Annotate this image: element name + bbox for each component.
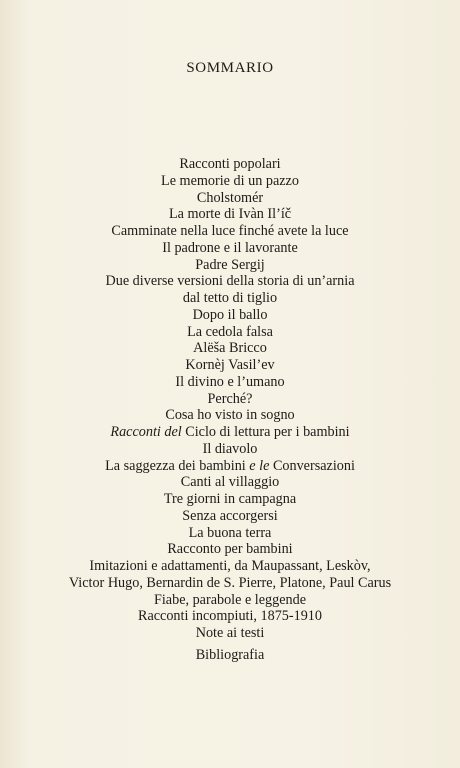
toc-entry: Canti al villaggio: [180, 474, 280, 491]
toc-entry-text: La saggezza dei bambini: [105, 457, 250, 474]
appendix-entry: Note ai testi: [195, 625, 265, 641]
toc-entry: Victor Hugo, Bernardin de S. Pierre, Platone, Paul Carus: [68, 574, 392, 591]
toc-entry: [0, 458, 460, 475]
toc-entry: Il divino e l’umano: [175, 373, 285, 390]
toc-entry: Tre giorni in campagna: [163, 491, 297, 507]
toc-entry: La morte di Ivàn Il’íč: [168, 206, 292, 223]
toc-entry: Il padrone e il lavorante: [162, 239, 298, 256]
toc-entry: Dopo il ballo: [192, 306, 268, 323]
table-of-contents: [0, 156, 460, 625]
appendix-list: [0, 622, 460, 666]
toc-entry-text: Ciclo di lettura per i bambini: [181, 424, 350, 440]
toc-entry: Imitazioni e adattamenti, da Maupassant, Leskòv,: [89, 558, 371, 574]
toc-entry: dal tetto di tiglio: [182, 290, 278, 306]
toc-entry: Racconti incompiuti, 1875-1910: [137, 608, 322, 625]
toc-entry: Le memorie di un pazzo: [161, 172, 299, 189]
toc-entry: Senza accorgersi: [182, 507, 278, 524]
toc-entry: Racconti popolari: [179, 156, 281, 172]
page-title: SOMMARIO: [186, 60, 274, 76]
toc-entry: La cedola falsa: [187, 323, 273, 340]
toc-entry: [0, 424, 460, 441]
toc-entry: Il diavolo: [202, 440, 258, 457]
toc-entry: Cholstomér: [196, 189, 264, 206]
toc-entry: Perché?: [207, 390, 253, 407]
toc-entry: Alëša Bricco: [193, 340, 267, 357]
toc-entry: Kornèj Vasil’ev: [185, 357, 275, 373]
toc-entry: La buona terra: [188, 524, 272, 541]
toc-entry: Camminate nella luce finché avete la luce: [111, 223, 349, 239]
toc-entry: Fiabe, parabole e leggende: [153, 591, 307, 608]
toc-entry-text: Conversazioni: [269, 457, 355, 474]
toc-entry-italic: e le: [249, 457, 270, 474]
toc-entry-italic: Racconti del: [110, 424, 182, 440]
toc-entry: Cosa ho visto in sogno: [165, 407, 295, 424]
toc-entry: Due diverse versioni della storia di un’arnia: [105, 273, 355, 290]
toc-entry: Racconto per bambini: [167, 541, 293, 558]
toc-entry: Padre Sergij: [195, 256, 265, 273]
appendix-entry: Bibliografia: [195, 647, 265, 663]
